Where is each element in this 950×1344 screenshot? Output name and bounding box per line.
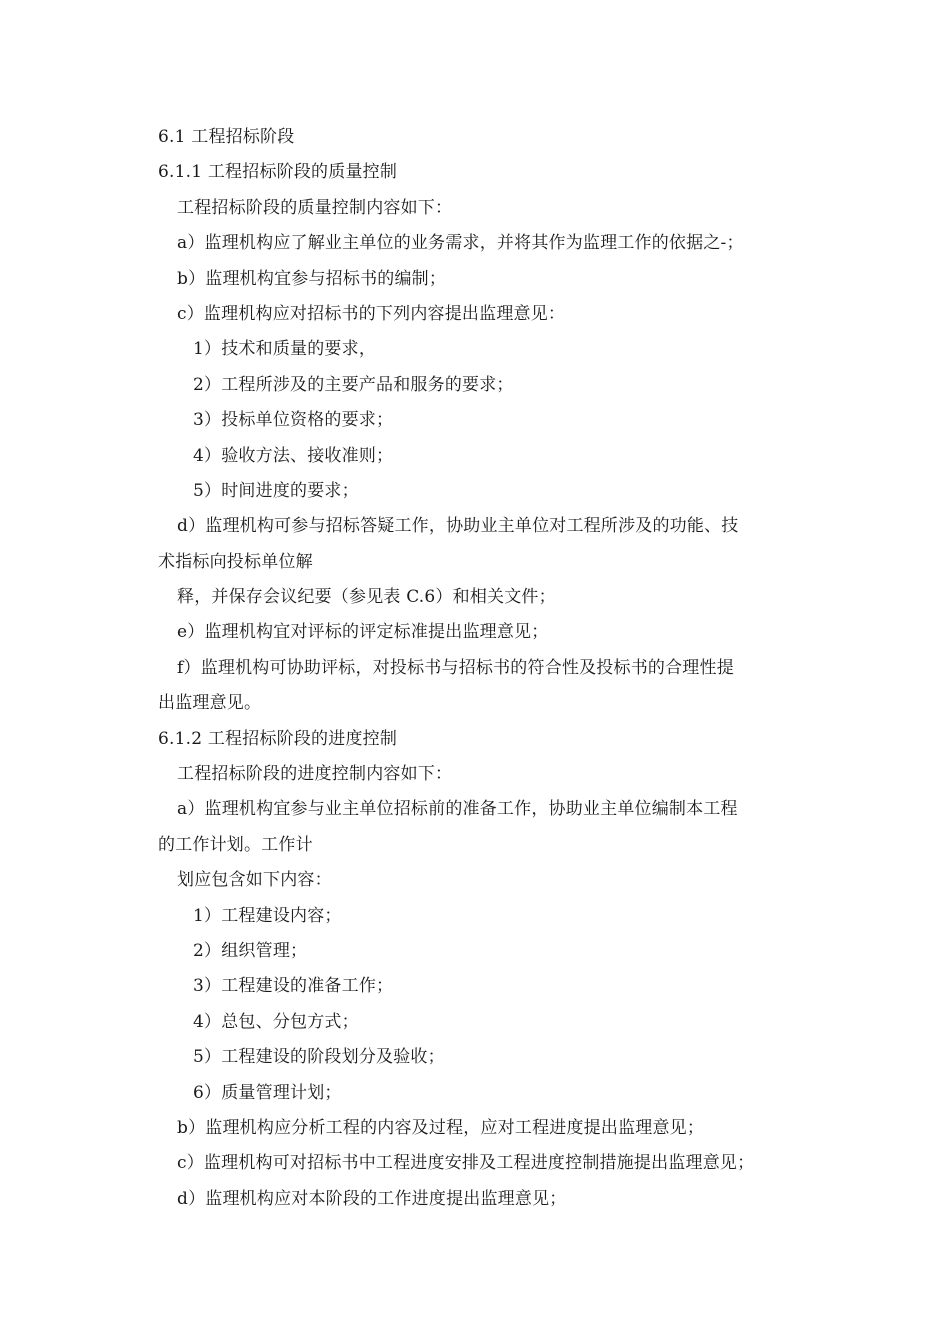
sub-list-item-6: 6）质量管理计划； <box>193 1082 342 1103</box>
list-item-a-continued: 的工作计划。工作计 <box>158 834 313 855</box>
list-item-f: f）监理机构可协助评标，对投标书与招标书的符合性及投标书的合理性提 <box>177 657 734 678</box>
sub-list-item-3: 3）工程建设的准备工作； <box>193 976 394 997</box>
sub-list-item-2: 2）组织管理； <box>193 940 308 961</box>
paragraph-line: 工程招标阶段的质量控制内容如下： <box>177 197 453 218</box>
list-item-c: c）监理机构应对招标书的下列内容提出监理意见： <box>177 303 566 324</box>
document-body <box>158 120 808 1217</box>
sub-list-item-4: 4）总包、分包方式； <box>193 1011 359 1032</box>
list-item-b: b）监理机构宜参与招标书的编制； <box>177 268 447 289</box>
list-item-c: c）监理机构可对招标书中工程进度安排及工程进度控制措施提出监理意见； <box>177 1153 755 1174</box>
list-item-e: e）监理机构宜对评标的评定标准提出监理意见； <box>177 622 549 643</box>
list-item-b: b）监理机构应分析工程的内容及过程，应对工程进度提出监理意见； <box>177 1117 705 1138</box>
list-item-d-continued-2: 释，并保存会议纪要（参见表 C.6）和相关文件； <box>177 587 556 608</box>
sub-list-item-5: 5）时间进度的要求； <box>193 480 359 501</box>
list-item-a: a）监理机构应了解业主单位的业务需求，并将其作为监理工作的依据之-； <box>177 233 744 254</box>
sub-list-item-1: 1）技术和质量的要求， <box>193 339 377 360</box>
sub-list-item-5: 5）工程建设的阶段划分及验收； <box>193 1047 445 1068</box>
sub-list-item-1: 1）工程建设内容； <box>193 905 342 926</box>
list-item-d: d）监理机构可参与招标答疑工作，协助业主单位对工程所涉及的功能、技 <box>177 516 739 537</box>
section-heading-6-1-2: 6.1.2 工程招标阶段的进度控制 <box>158 728 398 749</box>
list-item-a: a）监理机构宜参与业主单位招标前的准备工作，协助业主单位编制本工程 <box>177 799 738 820</box>
section-heading-6-1: 6.1 工程招标阶段 <box>158 127 295 147</box>
list-item-d-continued: 术指标向投标单位解 <box>158 551 313 572</box>
sub-list-item-4: 4）验收方法、接收准则； <box>193 445 394 466</box>
section-heading-6-1-1: 6.1.1 工程招标阶段的质量控制 <box>158 162 398 183</box>
paragraph-line: 工程招标阶段的进度控制内容如下： <box>177 764 453 785</box>
sub-list-item-3: 3）投标单位资格的要求； <box>193 410 394 431</box>
sub-list-item-2: 2）工程所涉及的主要产品和服务的要求； <box>193 374 514 395</box>
list-item-f-continued: 出监理意见。 <box>158 693 262 714</box>
list-item-a-continued-2: 划应包含如下内容： <box>177 870 332 891</box>
list-item-d: d）监理机构应对本阶段的工作进度提出监理意见； <box>177 1188 567 1209</box>
